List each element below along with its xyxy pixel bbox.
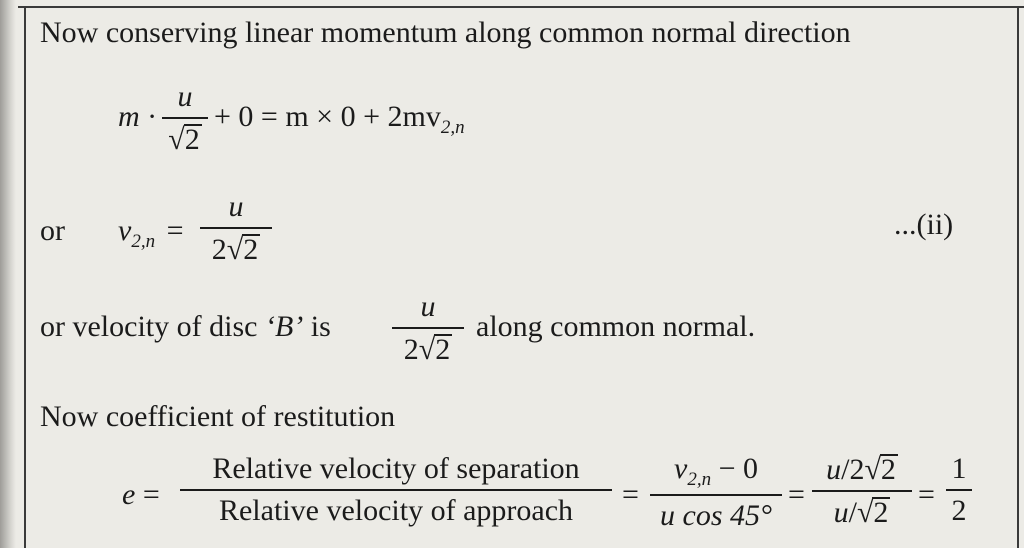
eq1-subscript: 2,n [440, 117, 465, 138]
eq2-denominator: 2√2 [211, 233, 259, 266]
page-edge-shadow [0, 0, 16, 548]
eq4-fraction-words [180, 454, 612, 526]
eq3-numerator: u [420, 290, 436, 323]
eq1-numerator: u [177, 80, 193, 113]
eq4-numerator-ratio: u/2√2 [826, 453, 896, 486]
eq1-dot: · [147, 100, 158, 133]
eq1-fraction [162, 82, 208, 155]
velocity-b-prefix: or velocity of disc [40, 310, 265, 343]
equation-number: ...(ii) [894, 208, 954, 241]
box-border-top [18, 6, 1024, 8]
eq4-fraction-half [946, 454, 972, 526]
eq4-fraction-bar-2 [650, 494, 782, 496]
eq2-subscript: 2,n [131, 231, 156, 252]
eq4-denominator-ratio: u/√2 [833, 496, 889, 529]
velocity-b-suffix: along common normal. [476, 310, 756, 343]
eq2-fraction-bar [200, 227, 272, 229]
eq3-denominator: 2√2 [403, 333, 451, 366]
or-label: or [40, 214, 65, 247]
eq4-numerator-half: 1 [951, 452, 967, 485]
eq4-numerator-words: Relative velocity of separation [212, 452, 580, 485]
eq2-lhs [118, 216, 188, 251]
eq4-fraction-bar-4 [946, 489, 972, 491]
eq1-fraction-bar [162, 117, 208, 119]
velocity-b-is: is [303, 310, 331, 343]
eq3-fraction [392, 292, 464, 365]
eq2-numerator: u [228, 190, 244, 223]
eq2-v: v [118, 214, 132, 247]
eq4-fraction-ratio [812, 454, 912, 528]
eq4-denominator-words: Relative velocity of approach [218, 494, 574, 527]
eq3-fraction-bar [392, 327, 464, 329]
restitution-text: Now coefficient of restitution [40, 400, 396, 433]
eq4-equals-2: = [622, 478, 639, 511]
eq1-rhs-text: + 0 = m × 0 + 2mv [214, 100, 441, 133]
eq4-equals-3: = [788, 478, 805, 511]
eq4-fraction-bar-3 [812, 490, 912, 492]
intro-text: Now conserving linear momentum along common normal direction [40, 16, 851, 49]
eq4-numerator-v: $v_{2,n} - 0$ [674, 452, 758, 490]
eq4-denominator-cos: u cos 45° [660, 499, 772, 532]
eq1-denominator: √2 [168, 123, 200, 156]
eq2-equals: = [166, 214, 184, 247]
eq4-equals-4: = [918, 478, 935, 511]
velocity-b-text [40, 312, 331, 342]
eq4-fraction-v [650, 454, 782, 531]
eq4-fraction-bar-1 [180, 489, 612, 491]
momentum-equation [118, 102, 157, 132]
eq1-rhs [214, 102, 465, 137]
box-border-left [24, 6, 26, 548]
eq4-equals-1: = [142, 478, 160, 511]
eq1-m: m [118, 100, 140, 133]
eq4-denominator-half: 2 [951, 494, 967, 527]
eq2-fraction [200, 192, 272, 265]
eq4-e: e [122, 478, 136, 511]
box-border-right [1017, 6, 1019, 548]
disc-label: ‘B’ [264, 310, 304, 343]
eq4-lhs [122, 480, 160, 510]
